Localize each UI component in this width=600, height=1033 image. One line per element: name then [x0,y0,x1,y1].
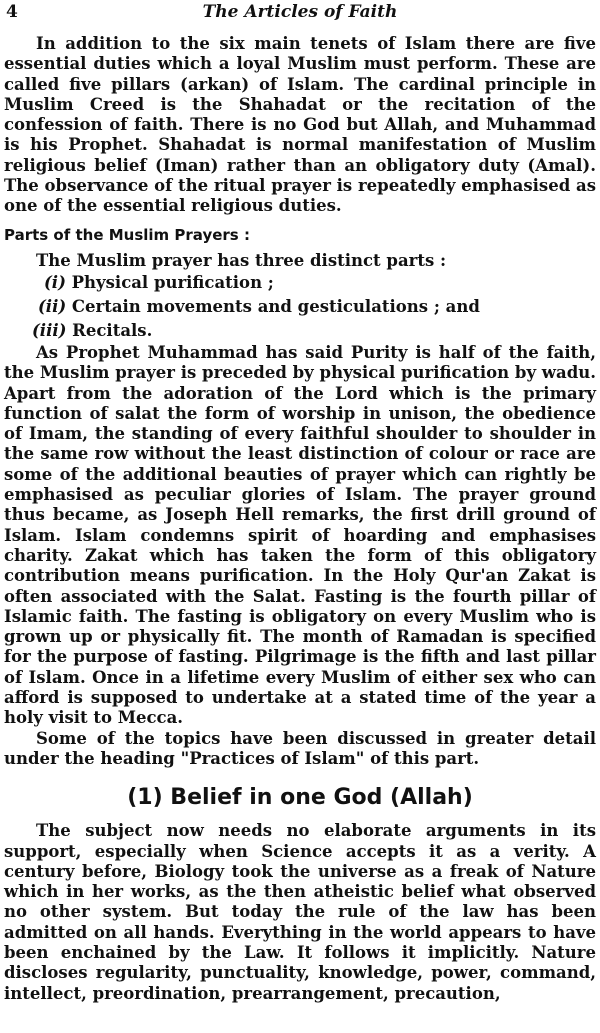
section-title: (1) Belief in one God (Allah) [127,785,473,811]
paragraph-five-pillars: In addition to the six main tenets of Islam there are five essential duties which a loyal Muslim must perform. These are called five pillars (arkan) of Islam. The cardinal principle in Muslim Creed is the Shahadat or the recitation of the confession of faith. There is no God but Allah, and Muhammad is his Prophet. Shahadat is normal manifestation of Muslim religious belief (Iman) rather than an obligatory duty (Amal). The observance of the ritual prayer is repeatedly emphasised as one of the essential religious duties. [4,34,596,216]
list-text: Recitals. [72,320,153,340]
paragraph-belief: The subject now needs no elaborate arguments in its support, especially when Science accepts it as a verity. A century before, Biology took the universe as a freak of Nature which in her works, as the then atheistic belief what observed no other system. But today the rule of the law has been admitted on all hands. Everything in the world appears to have been enchained by the Law. It follows it implicitly. Nature discloses regularity, punctuality, knowledge, power, command, intellect, preordination, prearrangement, precaution, [4,821,596,1003]
paragraph-topics: Some of the topics have been discussed in greater detail under the heading "Practices of Islam" of this part. [4,728,596,768]
running-title: The Articles of Faith [202,2,398,22]
list-item [4,271,596,295]
list-text: Certain movements and gesticulations ; and [71,296,480,316]
page-header [0,0,600,28]
heading-parts-of-prayers: Parts of the Muslim Prayers : [4,225,250,244]
list-number: (iii) [32,320,67,340]
list-item [4,319,596,343]
list-number: (ii) [38,296,67,316]
paragraph-purity: As Prophet Muhammad has said Purity is half of the faith, the Muslim prayer is preceded by physical purification by wadu. Apart from the adoration of the Lord which is the primary function of salat the form of worship in unison, the obedience of Imam, the standing of every faithful shoulder to shoulder in the same row without the least distinction of colour or race are some of the additional beauties of prayer which can rightly be emphasised as peculiar glories of Islam. The prayer ground thus became, as Joseph Hell remarks, the first drill ground of Islam. Islam condemns spirit of hoarding and emphasises charity. Zakat which has taken the form of this obligatory contribution means purification. In the Holy Qur'an Zakat is often associated with the Salat. Fasting is the fourth pillar of Islamic faith. The fasting is obligatory on every Muslim who is grown up or physically fit. The month of Ramadan is specified for the purpose of fasting. Pilgrimage is the fifth and last pillar of Islam. Once in a lifetime every Muslim of either sex who can afford is supposed to undertake at a stated time of the year a holy visit to Mecca. [4,342,596,728]
list-text: Physical purification ; [71,272,274,292]
page-body [4,34,596,1004]
prayer-intro: The Muslim prayer has three distinct parts : [36,250,447,270]
list-number: (i) [44,272,66,292]
page-number: 4 [6,2,18,22]
list-item [4,295,596,319]
